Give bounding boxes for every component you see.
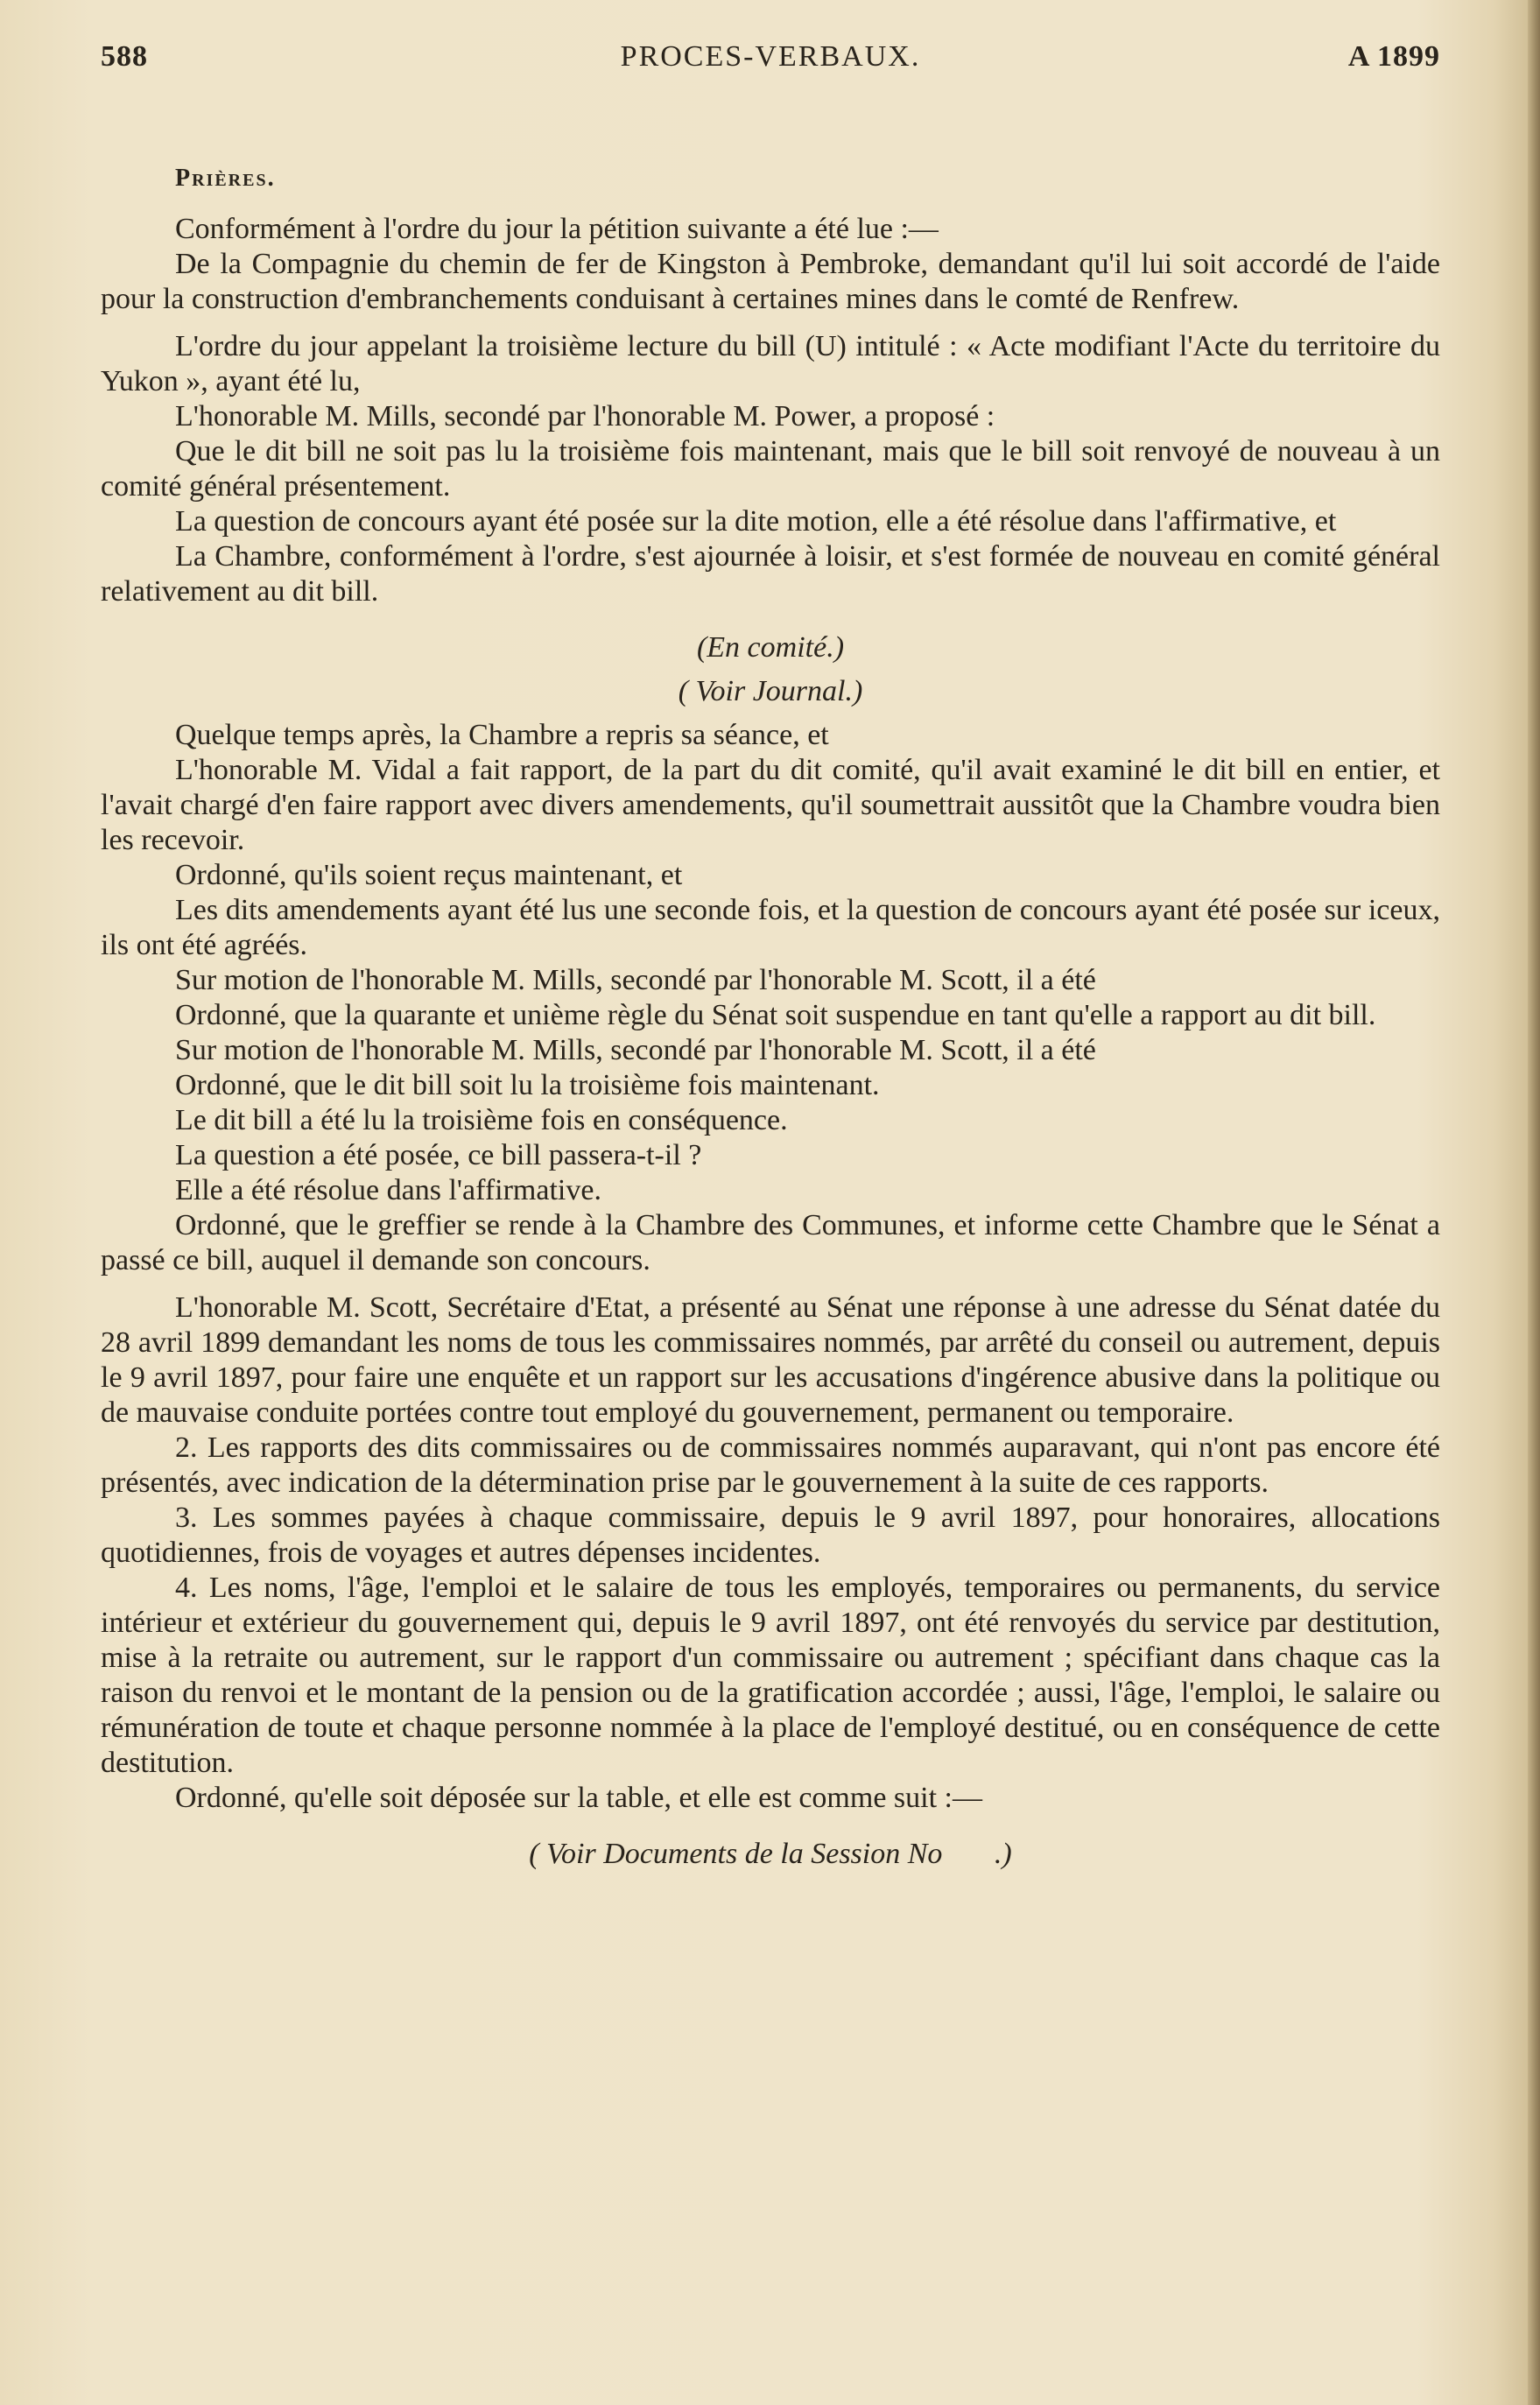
- paragraph: Ordonné, que le greffier se rende à la Chambre des Communes, et informe cette Chambre que le Sénat a passé ce bill, auquel il demande son concours.: [101, 1209, 1440, 1276]
- paragraph: La Chambre, conformément à l'ordre, s'est ajournée à loisir, et s'est formée de nouveau en comité général relativement au dit bill.: [101, 540, 1440, 608]
- running-title: PROCES-VERBAUX.: [620, 40, 921, 73]
- paragraph: Sur motion de l'honorable M. Mills, secondé par l'honorable M. Scott, il a été: [175, 1034, 1096, 1066]
- centered-note: ( Voir Journal.): [678, 675, 863, 707]
- document-body: [101, 33, 1440, 1881]
- paragraph: Quelque temps après, la Chambre a repris sa séance, et: [175, 719, 829, 751]
- paragraph: 2. Les rapports des dits commissaires ou de commissaires nommés auparavant, qui n'ont pas encore été présentés, avec indication de la détermination prise par le gouvernement à la suite de ces rapports.: [101, 1431, 1440, 1499]
- paragraph: 3. Les sommes payées à chaque commissaire, depuis le 9 avril 1897, pour honoraires, allocations quotidiennes, frois de voyages et autres dépenses incidentes.: [101, 1501, 1440, 1569]
- paragraph: Ordonné, que la quarante et unième règle du Sénat soit suspendue en tant qu'elle a rapport au dit bill.: [175, 999, 1376, 1031]
- paragraph: Sur motion de l'honorable M. Mills, secondé par l'honorable M. Scott, il a été: [175, 964, 1096, 996]
- year-label: A 1899: [1347, 40, 1440, 73]
- paragraph: Les dits amendements ayant été lus une seconde fois, et la question de concours ayant été posée sur iceux, ils ont été agréés.: [101, 894, 1440, 961]
- paragraph: L'honorable M. Mills, secondé par l'honorable M. Power, a proposé :: [175, 400, 995, 432]
- paragraph: Ordonné, que le dit bill soit lu la troisième fois maintenant.: [175, 1069, 880, 1101]
- paragraph: Elle a été résolue dans l'affirmative.: [175, 1174, 601, 1206]
- paragraph: L'honorable M. Vidal a fait rapport, de la part du dit comité, qu'il avait examiné le dit bill en entier, et l'avait chargé d'en faire rapport avec divers amendements, qu'il soumettrait aussitôt que la Chambre voudra bien les recevoir.: [101, 754, 1440, 856]
- page-header: [101, 33, 1440, 86]
- page-number: 588: [101, 40, 148, 73]
- page-edge-shadow: [1528, 0, 1540, 2405]
- paragraph: Ordonné, qu'ils soient reçus maintenant, et: [175, 859, 683, 891]
- centered-note: ( Voir Documents de la Session No .): [529, 1838, 1012, 1870]
- paragraph: L'honorable M. Scott, Secrétaire d'Etat, a présenté au Sénat une réponse à une adresse du Sénat datée du 28 avril 1899 demandant les noms de tous les commissaires nommés, par arrêté du conseil ou autrement, depuis le 9 avril 1897, pour faire une enquête et un rapport sur les accusations d'ingérence abusive dans la politique ou de mauvaise conduite portées contre tout employé du gouvernement, permanent ou temporaire.: [101, 1291, 1440, 1429]
- paragraph: Le dit bill a été lu la troisième fois en conséquence.: [175, 1104, 788, 1136]
- paragraph: 4. Les noms, l'âge, l'emploi et le salaire de tous les employés, temporaires ou permanents, du service intérieur et extérieur du gouvernement qui, depuis le 9 avril 1897, ont été renvoyés du service par destitution, mise à la retraite ou autrement, sur le rapport d'un commissaire ou autrement ; spécifiant dans chaque cas la raison du renvoi et le montant de la pension ou de la gratification accordée ; aussi, l'âge, l'emploi, le salaire ou rémunération de toute et chaque personne nommée à la place de l'employé destitué, ou en conséquence de cette destitution.: [101, 1572, 1440, 1779]
- section-heading: Prières.: [175, 165, 276, 192]
- paragraph: La question a été posée, ce bill passera-t-il ?: [175, 1139, 702, 1171]
- paragraph: Que le dit bill ne soit pas lu la troisième fois maintenant, mais que le bill soit renvoyé de nouveau à un comité général présentement.: [101, 435, 1440, 503]
- paragraph: La question de concours ayant été posée sur la dite motion, elle a été résolue dans l'affirmative, et: [175, 505, 1337, 538]
- centered-note: (En comité.): [696, 631, 845, 664]
- paragraph: Ordonné, qu'elle soit déposée sur la table, et elle est comme suit :—: [175, 1782, 982, 1814]
- paragraph: L'ordre du jour appelant la troisième lecture du bill (U) intitulé : « Acte modifiant l'Acte du territoire du Yukon », ayant été lu,: [101, 330, 1440, 397]
- paragraph: Conformément à l'ordre du jour la pétition suivante a été lue :—: [175, 213, 939, 245]
- paragraph: De la Compagnie du chemin de fer de Kingston à Pembroke, demandant qu'il lui soit accordé de l'aide pour la construction d'embranchements conduisant à certaines mines dans le comté de Renfrew.: [101, 248, 1440, 315]
